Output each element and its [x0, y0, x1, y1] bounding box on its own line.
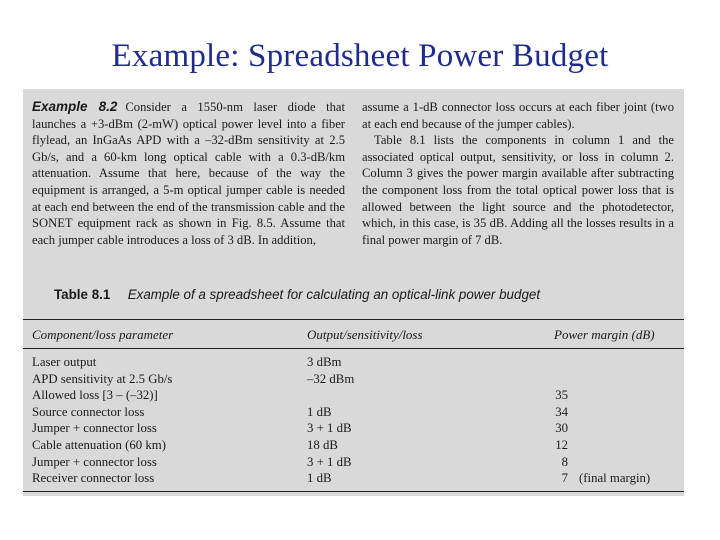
cell-value: 3 + 1 dB [307, 454, 352, 469]
cell-component: Jumper + connector loss [32, 421, 157, 436]
example-text-right-paragraph-1: assume a 1-dB connector loss occurs at each fiber joint (two at each end because of the jumper cables). [362, 100, 674, 131]
example-text-right-paragraph-2: Table 8.1 lists the components in column 1 and the associated optical output, sensitivity, or loss in column 2. Column 3 gives the power margin available after subtracting the component loss from the total optical power loss that is allowed between the light source and the photodetector, which, in this case, is 35 dB. Adding all the losses results in a final power margin of 7 dB. [362, 133, 674, 247]
cell-component: Allowed loss [3 – (–32)] [32, 388, 158, 403]
cell-margin: 35 [555, 388, 568, 403]
column-header-component: Component/loss parameter [32, 327, 174, 342]
cell-component: APD sensitivity at 2.5 Gb/s [32, 371, 173, 386]
table-row [23, 387, 684, 404]
table-body [23, 354, 684, 487]
scanned-textbook-excerpt [23, 89, 684, 496]
table-row [23, 371, 684, 388]
cell-value: 18 dB [307, 437, 338, 452]
table-bottom-rule [23, 491, 684, 492]
example-text-left: Consider a 1550-nm laser diode that launches a +3-dBm (2-mW) optical power level into a fiber flylead, an InGaAs APD with a –32-dBm sensitivity at 2.5 Gb/s, and a 60-km long optical cable with a 0.3-dB/km attenuation. Assume that here, because of the way the equipment is arranged, a 5-m optical jumper cable is needed at each end between the end of the transmission cable and the SONET equipment rack as shown in Fig. 8.5. Assume that each jumper cable introduces a loss of 3 dB. In addition, [32, 100, 346, 247]
cell-value: 1 dB [307, 471, 332, 486]
table-row [23, 454, 684, 471]
cell-margin: 8 [561, 454, 568, 469]
table-row [23, 437, 684, 454]
cell-value: 3 + 1 dB [307, 421, 352, 436]
cell-value: –32 dBm [307, 371, 355, 386]
cell-margin: 30 [555, 421, 568, 436]
example-label: Example 8.2 [32, 99, 118, 114]
table-label: Table 8.1 [54, 287, 111, 302]
table-caption [54, 287, 540, 303]
cell-note: (final margin) [579, 471, 651, 486]
example-text-right-paragraph-2-wrap [362, 132, 674, 248]
cell-margin: 7 [561, 471, 568, 486]
column-header-margin: Power margin (dB) [554, 327, 655, 342]
cell-value: 3 dBm [307, 355, 342, 369]
cell-component: Cable attenuation (60 km) [32, 437, 166, 452]
cell-component: Jumper + connector loss [32, 454, 157, 469]
cell-component: Source connector loss [32, 404, 145, 419]
table-header-rule [23, 348, 684, 349]
example-text-left-column [32, 99, 345, 248]
column-header-output: Output/sensitivity/loss [307, 327, 423, 342]
table-row [23, 470, 684, 487]
cell-component: Laser output [32, 355, 97, 369]
cell-component: Receiver connector loss [32, 471, 155, 486]
cell-margin: 34 [555, 404, 568, 419]
table-top-rule [23, 319, 684, 320]
table-row [23, 354, 684, 371]
table-row [23, 420, 684, 437]
cell-margin: 12 [555, 437, 568, 452]
slide-title: Example: Spreadsheet Power Budget [111, 38, 609, 74]
table-row [23, 404, 684, 421]
table-title: Example of a spreadsheet for calculating an optical-link power budget [127, 287, 541, 302]
example-text-right-column [362, 99, 674, 248]
cell-value: 1 dB [307, 404, 332, 419]
